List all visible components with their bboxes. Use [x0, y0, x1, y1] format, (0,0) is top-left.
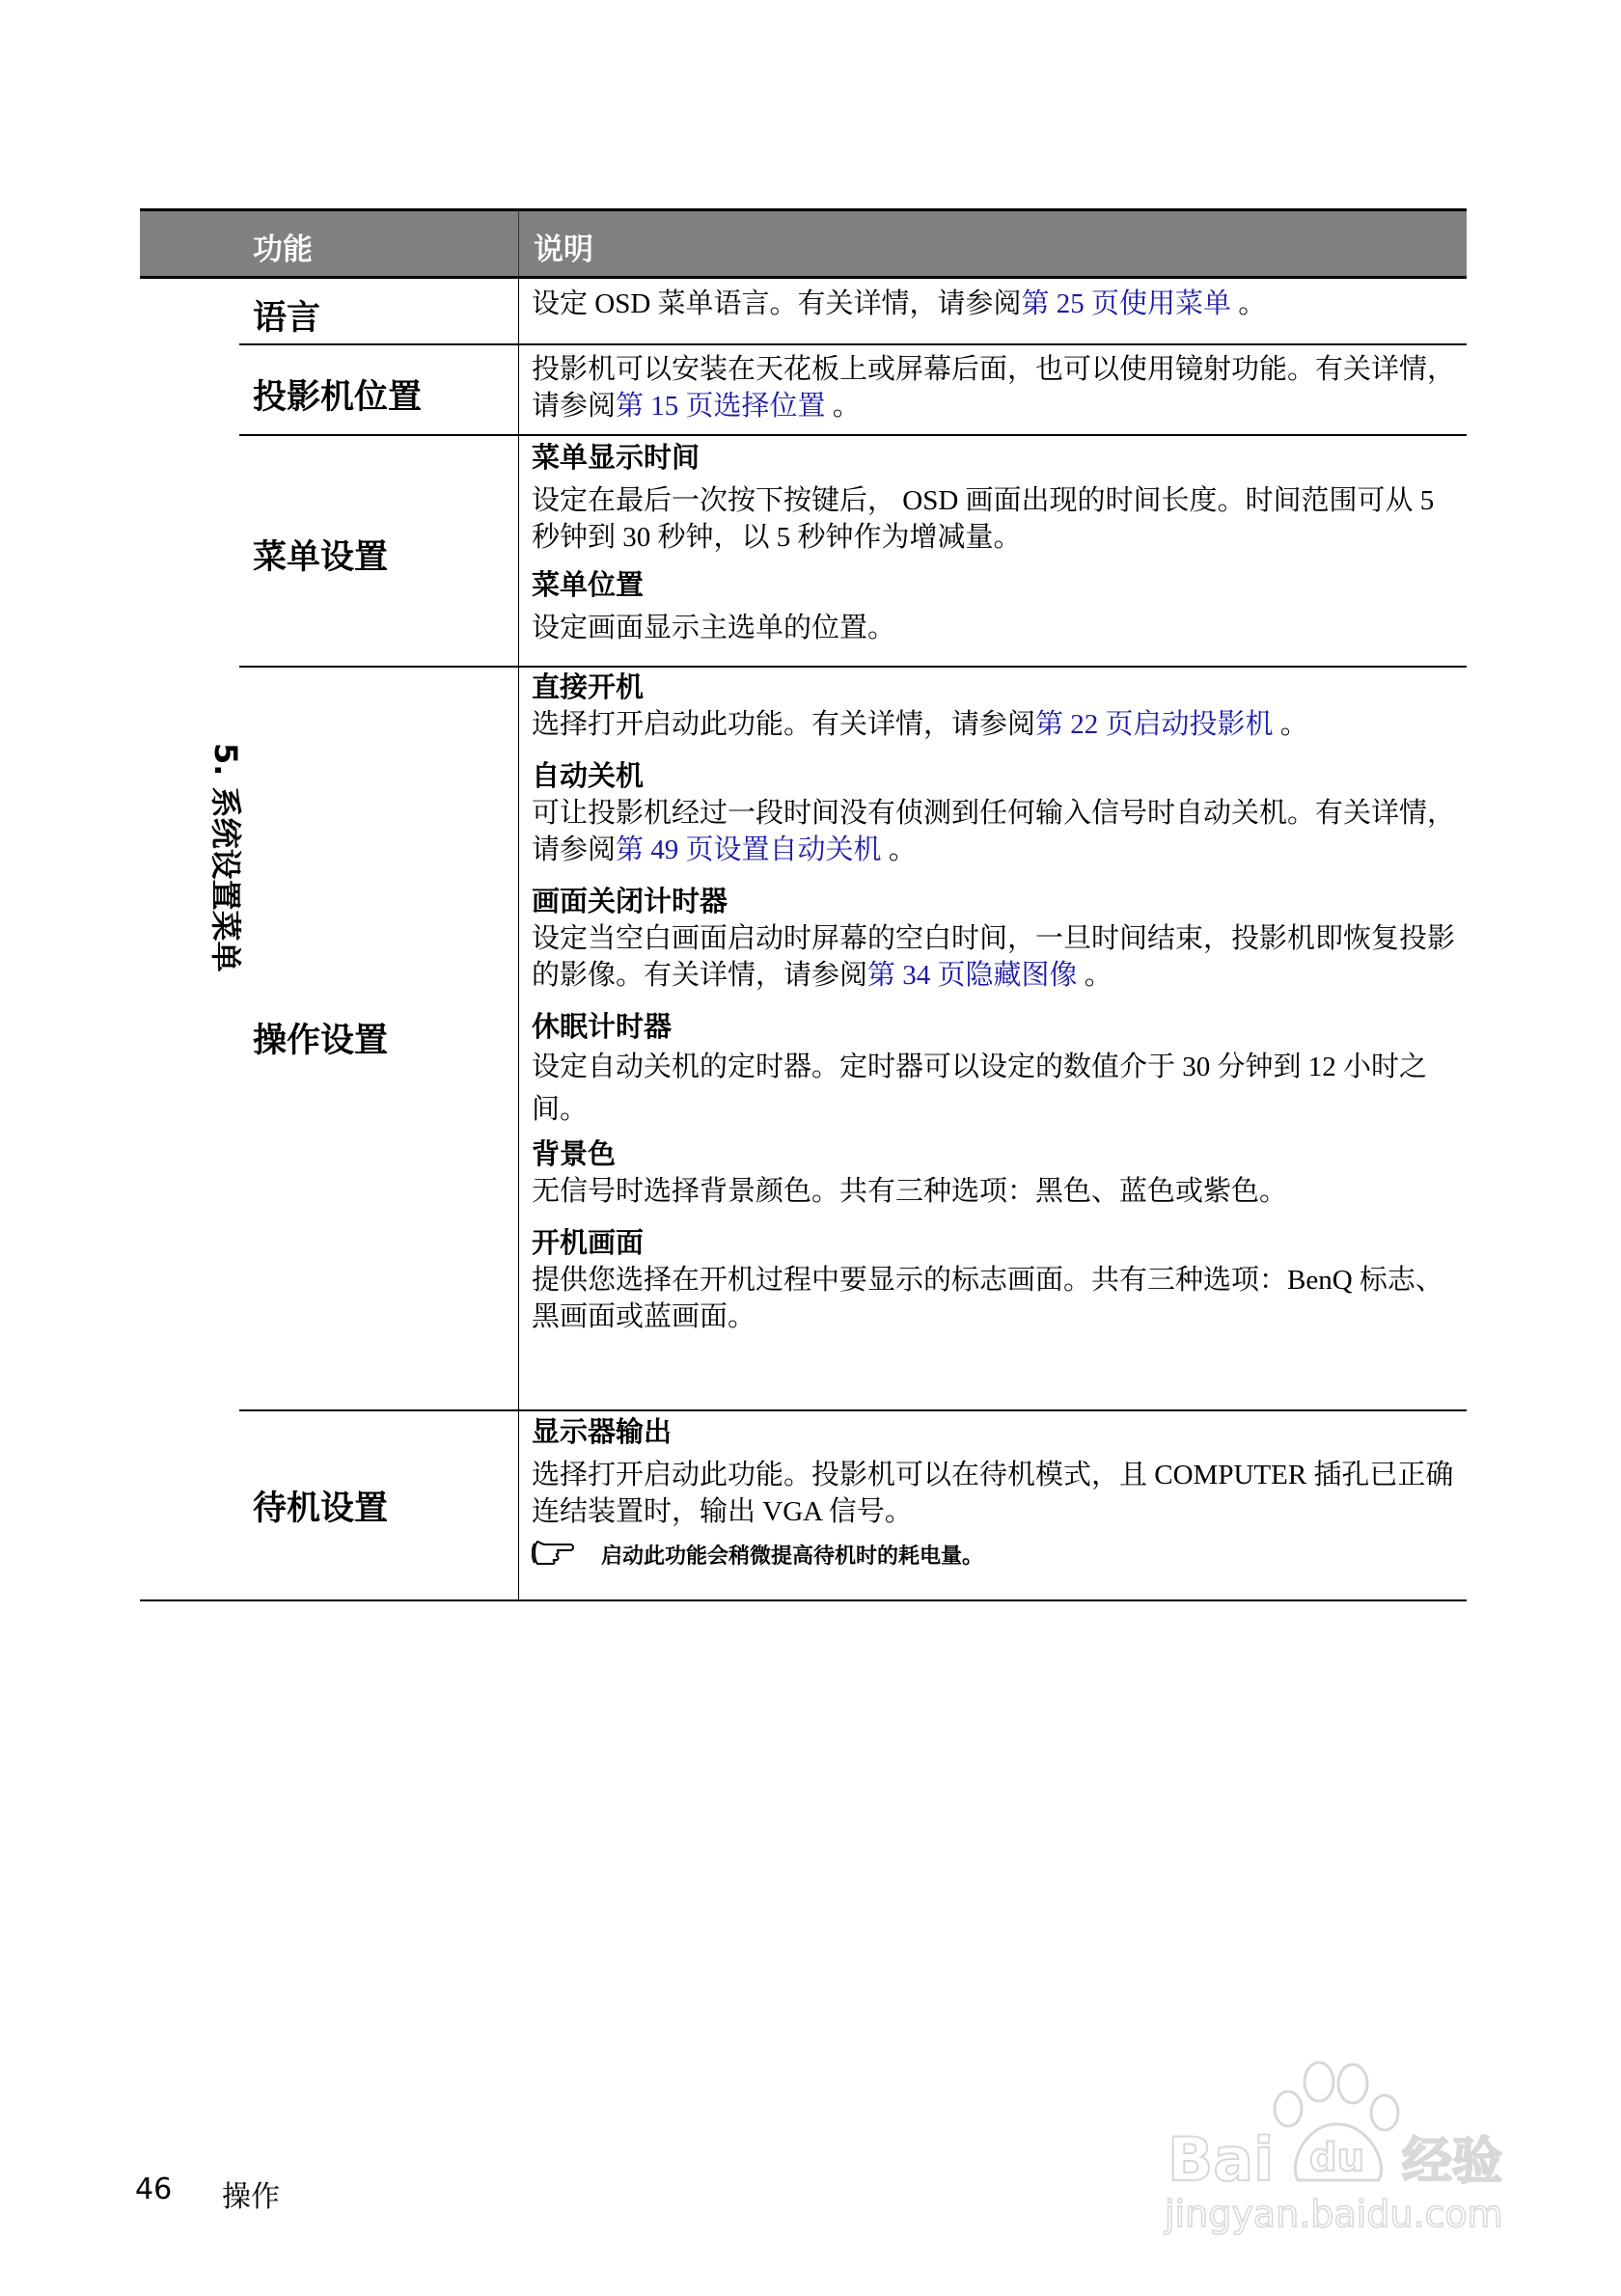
- note: [532, 1538, 1458, 1576]
- header-divider: [518, 211, 519, 276]
- row-label-projector-position: 投影机位置: [253, 378, 423, 417]
- desc-text: 设定 OSD 菜单语言。有关详情，请参阅第 25 页使用菜单 。: [532, 288, 1267, 319]
- item-title: 自动关机: [532, 759, 645, 792]
- item-text: 设定在最后一次按下按键后， OSD 画面出现的时间长度。时间范围可从 5 秒钟到 30 秒钟，以 5 秒钟作为增减量。: [532, 485, 1435, 553]
- item-text: 可让投影机经过一段时间没有侦测到任何输入信号时自动关机。有关详情，请参阅第 49 页设置自动关机 。: [532, 798, 1456, 865]
- item-title: 开机画面: [532, 1226, 645, 1259]
- section-title-vertical: 5. 系统设置菜单: [207, 743, 244, 972]
- note-text: 启动此功能会稍微提高待机时的耗电量。: [601, 1544, 984, 1569]
- row-label-language: 语言: [253, 299, 321, 338]
- row-desc-projector-position: [532, 351, 1458, 424]
- header-bottom-rule: [140, 276, 1467, 279]
- row-desc-language: [532, 286, 1458, 322]
- item-title: 背景色: [532, 1137, 617, 1170]
- row-label-menu-settings: 菜单设置: [253, 538, 389, 577]
- item-text: 设定自动关机的定时器。定时器可以设定的数值介于 30 分钟到 12 小时之间。: [532, 1052, 1428, 1125]
- row-label-standby-settings: 待机设置: [253, 1490, 389, 1528]
- svg-text:经验: 经验: [1402, 2133, 1503, 2191]
- header-function: 功能: [253, 232, 313, 267]
- page-link[interactable]: 第 25 页使用菜单: [1021, 288, 1232, 319]
- row-desc-operation-settings: [532, 668, 1458, 1335]
- item-text: 选择打开启动此功能。有关详情，请参阅第 22 页启动投影机 。: [532, 709, 1308, 740]
- pointing-hand-icon: [532, 1538, 576, 1576]
- page-link[interactable]: 第 49 页设置自动关机: [616, 834, 882, 865]
- desc-text: 投影机可以安装在天花板上或屏幕后面，也可以使用镜射功能。有关详情，请参阅第 15 页选择位置 。: [532, 354, 1456, 422]
- row-desc-standby-settings: [532, 1412, 1458, 1576]
- footer-section: 操作: [222, 2180, 280, 2214]
- table-header: [140, 211, 1467, 276]
- item-title: 休眠计时器: [532, 1010, 673, 1043]
- svg-text:du: du: [1309, 2136, 1365, 2180]
- row-label-operation-settings: 操作设置: [253, 1022, 389, 1060]
- row-separator: [239, 343, 1467, 345]
- item-text: 选择打开启动此功能。投影机可以在待机模式，且 COMPUTER 插孔已正确连结装置时，输出 VGA 信号。: [532, 1460, 1454, 1527]
- row-separator: [239, 434, 1467, 436]
- page-link[interactable]: 第 15 页选择位置: [616, 391, 826, 422]
- page-link[interactable]: 第 34 页隐藏图像: [867, 960, 1078, 991]
- page-number: 46: [135, 2173, 173, 2206]
- page-link[interactable]: 第 22 页启动投影机: [1035, 709, 1274, 740]
- item-text: 设定画面显示主选单的位置。: [532, 613, 896, 643]
- item-title: 菜单显示时间: [532, 441, 701, 474]
- item-title: 显示器输出: [532, 1415, 673, 1448]
- baidu-watermark: [1153, 2055, 1529, 2238]
- row-desc-menu-settings: [532, 438, 1458, 646]
- header-description: 说明: [534, 232, 593, 267]
- item-title: 画面关闭计时器: [532, 885, 728, 917]
- item-text: 设定当空白画面启动时屏幕的空白时间，一旦时间结束，投影机即恢复投影的影像。有关详情，请参阅第 34 页隐藏图像 。: [532, 923, 1456, 991]
- item-title: 直接开机: [532, 670, 645, 703]
- item-text: 无信号时选择背景颜色。共有三种选项：黑色、蓝色或紫色。: [532, 1176, 1288, 1207]
- watermark-url: jingyan.baidu.com: [1165, 2193, 1503, 2235]
- item-title: 菜单位置: [532, 568, 645, 601]
- item-text: 提供您选择在开机过程中要显示的标志画面。共有三种选项：BenQ 标志、黑画面或蓝画面。: [532, 1265, 1443, 1332]
- column-divider: [518, 279, 519, 1601]
- row-separator: [239, 1409, 1467, 1411]
- watermark-brand: Bai: [1168, 2124, 1275, 2195]
- table-bottom-rule: [140, 1599, 1467, 1601]
